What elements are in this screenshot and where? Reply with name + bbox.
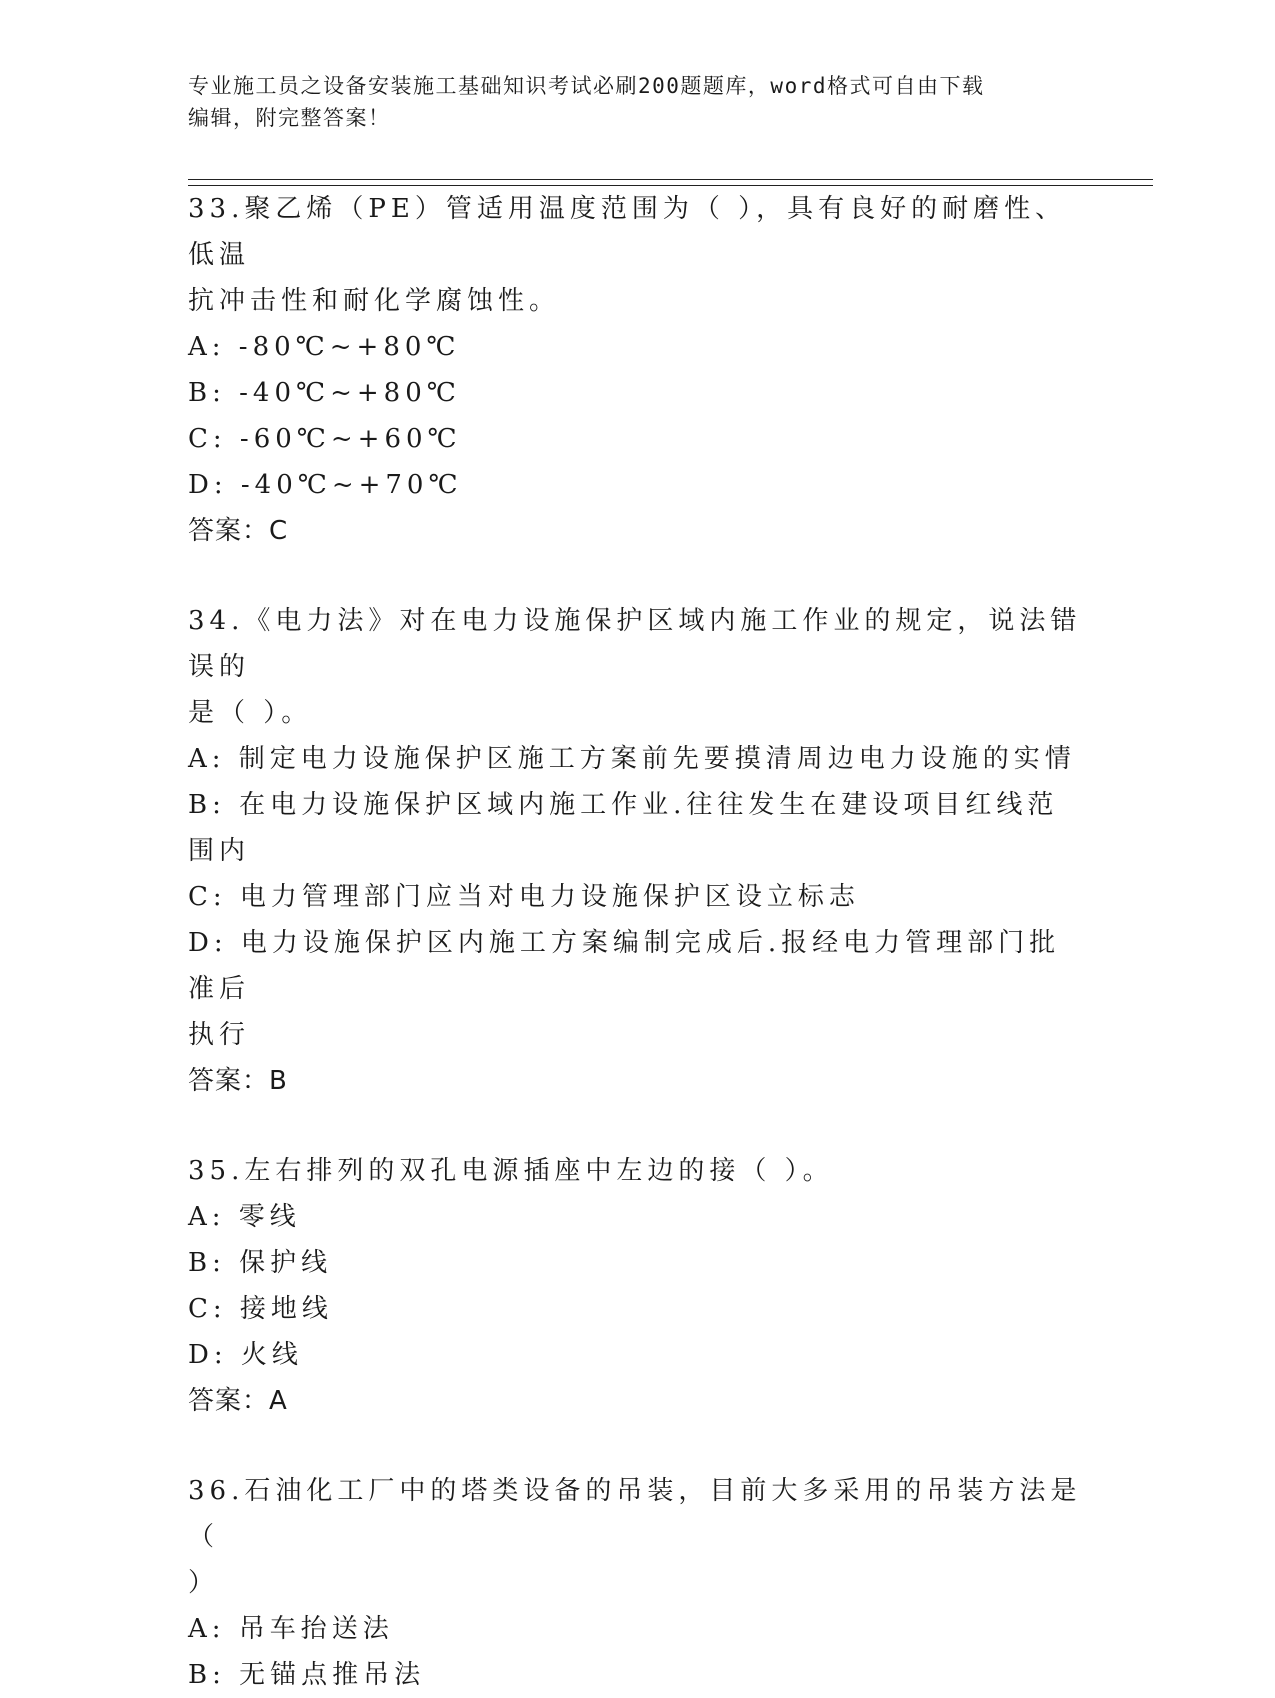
option-d: D: -40℃~+70℃: [188, 470, 463, 500]
header-line-2: 编辑，附完整答案！: [188, 106, 391, 130]
option-a: A: 零线: [188, 1202, 301, 1232]
option-c: C: -60℃~+60℃: [188, 424, 462, 454]
question-text-line: 33.聚乙烯（PE）管适用温度范围为（ ），具有良好的耐磨性、低温: [188, 194, 1067, 270]
option-d-continued: 执行: [188, 1020, 251, 1050]
answer: 答案：C: [188, 516, 289, 546]
question-text-line: 抗冲击性和耐化学腐蚀性。: [188, 286, 561, 316]
question-33: [188, 186, 1088, 554]
option-a: A: -80℃~+80℃: [188, 332, 461, 362]
question-text-line: 36.石油化工厂中的塔类设备的吊装，目前大多采用的吊装方法是（: [188, 1476, 1082, 1552]
question-36: [188, 1468, 1088, 1698]
option-d: D: 火线: [188, 1340, 303, 1370]
question-spacer: [188, 554, 1088, 598]
option-b: B: 保护线: [188, 1248, 333, 1278]
question-text-line: 35.左右排列的双孔电源插座中左边的接（ ）。: [188, 1156, 834, 1186]
question-list: [188, 186, 1088, 1698]
option-d: D: 电力设施保护区内施工方案编制完成后.报经电力管理部门批准后: [188, 928, 1061, 1004]
option-b: B: 无锚点推吊法: [188, 1660, 426, 1690]
question-spacer: [188, 1104, 1088, 1148]
document-header: [188, 70, 1078, 134]
option-a: A: 吊车抬送法: [188, 1614, 394, 1644]
question-text-line: ）: [188, 1568, 220, 1598]
answer: 答案：B: [188, 1066, 288, 1096]
option-c: C: 电力管理部门应当对电力设施保护区设立标志: [188, 882, 860, 912]
option-a: A: 制定电力设施保护区施工方案前先要摸清周边电力设施的实情: [188, 744, 1076, 774]
header-line-1: 专业施工员之设备安装施工基础知识考试必刷200题题库，word格式可自由下载: [188, 74, 985, 98]
option-b: B: -40℃~+80℃: [188, 378, 461, 408]
option-b: B: 在电力设施保护区域内施工作业.往往发生在建设项目红线范围内: [188, 790, 1059, 866]
question-text-line: 是（ ）。: [188, 698, 313, 728]
question-text-line: 34.《电力法》对在电力设施保护区域内施工作业的规定，说法错误的: [188, 606, 1082, 682]
question-35: [188, 1148, 1088, 1424]
question-34: [188, 598, 1088, 1104]
option-c: C: 接地线: [188, 1294, 333, 1324]
answer: 答案：A: [188, 1386, 288, 1416]
question-spacer: [188, 1424, 1088, 1468]
header-divider-top: [188, 179, 1153, 180]
